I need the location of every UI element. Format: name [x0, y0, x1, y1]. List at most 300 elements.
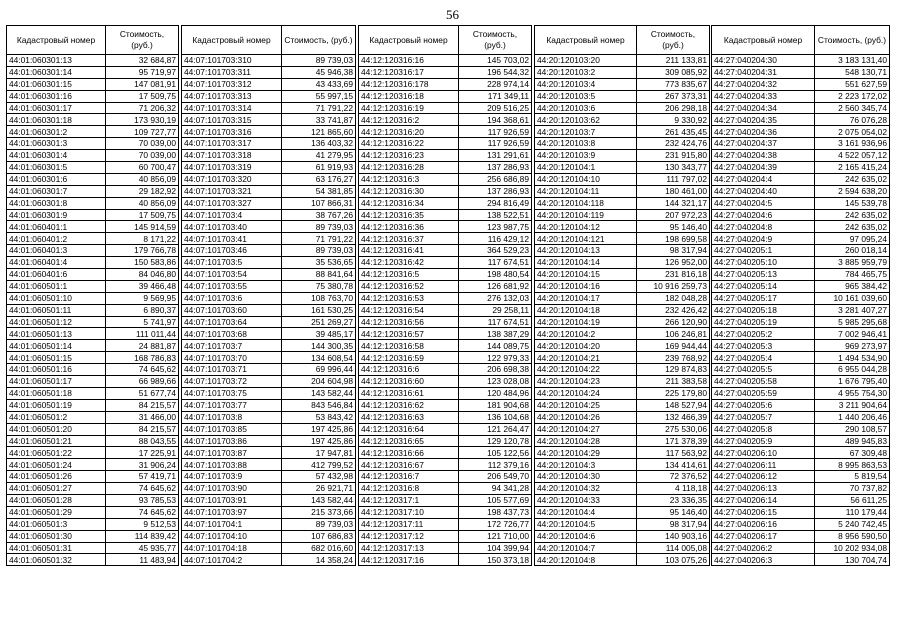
- cost-cell: 197 425,86: [282, 435, 356, 447]
- table-row: [535, 352, 710, 364]
- cost-cell: 209 516,25: [459, 102, 532, 114]
- table-row: [535, 150, 710, 162]
- cost-cell: 17 509,75: [106, 209, 179, 221]
- cadastral-number-cell: 44:12:120316:3: [359, 173, 459, 185]
- cadastral-number-cell: 44:01:060501:28: [7, 494, 106, 506]
- table-row: [7, 530, 179, 542]
- table-row: [359, 494, 532, 506]
- cadastral-number-cell: 44:27:040205:13: [712, 269, 815, 281]
- cadastral-number-cell: 44:12:120316:41: [359, 245, 459, 257]
- table-row: [712, 411, 890, 423]
- cost-cell: 242 635,02: [815, 209, 890, 221]
- cost-cell: 120 484,96: [459, 387, 532, 399]
- table-row: [7, 162, 179, 174]
- cost-cell: 126 681,92: [459, 280, 532, 292]
- cadastral-number-cell: 44:07:101703:91: [182, 494, 282, 506]
- cadastral-number-cell: 44:20:120104:14: [535, 257, 637, 269]
- cost-cell: 129 120,78: [459, 435, 532, 447]
- cost-cell: 169 944,44: [637, 340, 710, 352]
- cost-cell: 131 291,61: [459, 150, 532, 162]
- table-row: [712, 530, 890, 542]
- table-row: [712, 55, 890, 67]
- cadastral-number-cell: 44:27:040205:1: [712, 245, 815, 257]
- cadastral-number-cell: 44:01:060401:6: [7, 269, 106, 281]
- table-row: [712, 78, 890, 90]
- cost-cell: 145 703,02: [459, 55, 532, 67]
- table-row: [712, 328, 890, 340]
- cost-cell: 145 539,78: [815, 197, 890, 209]
- cadastral-number-cell: 44:12:120316:16: [359, 55, 459, 67]
- cost-cell: 117 674,51: [459, 257, 532, 269]
- cadastral-number-cell: 44:20:120104:28: [535, 435, 637, 447]
- cost-cell: 1 440 206,46: [815, 411, 890, 423]
- cadastral-number-cell: 44:20:120104:23: [535, 376, 637, 388]
- cost-cell: 290 108,57: [815, 423, 890, 435]
- table-row: [182, 518, 356, 530]
- table-row: [712, 376, 890, 388]
- cadastral-number-cell: 44:01:060301:8: [7, 197, 106, 209]
- table-row: [7, 292, 179, 304]
- table-row: [712, 150, 890, 162]
- table-row: [535, 221, 710, 233]
- cadastral-number-cell: 44:01:060301:14: [7, 66, 106, 78]
- table-row: [7, 280, 179, 292]
- cost-cell: 207 972,23: [637, 209, 710, 221]
- cost-cell: 136 403,32: [282, 138, 356, 150]
- table-row: [182, 197, 356, 209]
- table-row: [535, 245, 710, 257]
- cadastral-number-cell: 44:07:101703:86: [182, 435, 282, 447]
- cadastral-number-cell: 44:27:040204:35: [712, 114, 815, 126]
- cadastral-number-cell: 44:01:060501:26: [7, 471, 106, 483]
- cadastral-number-cell: 44:27:040205:18: [712, 304, 815, 316]
- cadastral-number-cell: 44:27:040204:38: [712, 150, 815, 162]
- table-row: [535, 494, 710, 506]
- table-row: [535, 530, 710, 542]
- cost-cell: 71 791,22: [282, 233, 356, 245]
- cost-cell: 198 699,58: [637, 233, 710, 245]
- cadastral-number-cell: 44:07:101703:40: [182, 221, 282, 233]
- cost-cell: 108 763,70: [282, 292, 356, 304]
- table-row: [712, 387, 890, 399]
- table-row: [712, 352, 890, 364]
- cost-cell: 144 089,75: [459, 340, 532, 352]
- cadastral-number-cell: 44:12:120316:67: [359, 459, 459, 471]
- table-row: [535, 376, 710, 388]
- cadastral-number-cell: 44:07:101703:41: [182, 233, 282, 245]
- table-row: [359, 506, 532, 518]
- cadastral-number-cell: 44:12:120316:35: [359, 209, 459, 221]
- cost-cell: 53 843,42: [282, 411, 356, 423]
- cadastral-number-cell: 44:12:120316:66: [359, 447, 459, 459]
- cost-cell: 182 048,28: [637, 292, 710, 304]
- cadastral-number-cell: 44:20:120104:1: [535, 162, 637, 174]
- cadastral-number-cell: 44:27:040206:13: [712, 483, 815, 495]
- table-row: [182, 435, 356, 447]
- table-row: [359, 471, 532, 483]
- cadastral-number-cell: 44:20:120104:30: [535, 471, 637, 483]
- cost-cell: 261 435,45: [637, 126, 710, 138]
- table-row: [535, 387, 710, 399]
- table-row: [7, 150, 179, 162]
- cadastral-number-cell: 44:01:060401:4: [7, 257, 106, 269]
- cost-cell: 114 839,42: [106, 530, 179, 542]
- cadastral-number-cell: 44:07:101703:75: [182, 387, 282, 399]
- cost-cell: 76 076,28: [815, 114, 890, 126]
- table-row: [359, 352, 532, 364]
- cost-cell: 71 791,22: [282, 102, 356, 114]
- table-row: [359, 530, 532, 542]
- cadastral-number-cell: 44:07:101703:70: [182, 352, 282, 364]
- cost-cell: 548 130,71: [815, 66, 890, 78]
- cadastral-number-cell: 44:20:120104:15: [535, 269, 637, 281]
- cost-cell: 150 583,86: [106, 257, 179, 269]
- header-cost: Стоимость, (руб.): [282, 26, 356, 55]
- cost-cell: 5 819,54: [815, 471, 890, 483]
- cost-cell: 71 206,32: [106, 102, 179, 114]
- table-row: [182, 138, 356, 150]
- table-row: [535, 506, 710, 518]
- cadastral-number-cell: 44:20:120104:17: [535, 292, 637, 304]
- table-row: [359, 459, 532, 471]
- header-cost: Стоимость, (руб.): [815, 26, 890, 55]
- table-row: [359, 221, 532, 233]
- table-row: [7, 126, 179, 138]
- table-row: [535, 340, 710, 352]
- cadastral-number-cell: 44:07:101703:4: [182, 209, 282, 221]
- table-row: [712, 90, 890, 102]
- cadastral-number-cell: 44:12:120316:19: [359, 102, 459, 114]
- cost-cell: 267 373,31: [637, 90, 710, 102]
- cadastral-number-cell: 44:27:040205:9: [712, 435, 815, 447]
- cadastral-number-cell: 44:20:120103:2: [535, 66, 637, 78]
- cost-cell: 84 215,57: [106, 423, 179, 435]
- cost-cell: 11 483,94: [106, 554, 179, 566]
- cadastral-number-cell: 44:07:101703:320: [182, 173, 282, 185]
- table-row: [712, 554, 890, 566]
- table-row: [712, 316, 890, 328]
- cadastral-number-cell: 44:01:060301:16: [7, 90, 106, 102]
- cost-cell: 116 429,12: [459, 233, 532, 245]
- cadastral-table-2: [181, 25, 356, 566]
- table-row: [535, 328, 710, 340]
- cost-cell: 843 546,84: [282, 399, 356, 411]
- table-row: [712, 185, 890, 197]
- cadastral-number-cell: 44:27:040206:10: [712, 447, 815, 459]
- cadastral-number-cell: 44:01:060501:17: [7, 376, 106, 388]
- cost-cell: 143 582,44: [282, 387, 356, 399]
- cadastral-number-cell: 44:12:120316:18: [359, 90, 459, 102]
- table-row: [359, 55, 532, 67]
- cost-cell: 33 741,87: [282, 114, 356, 126]
- cost-cell: 38 767,26: [282, 209, 356, 221]
- cadastral-number-cell: 44:01:060501:2: [7, 411, 106, 423]
- cadastral-number-cell: 44:12:120316:56: [359, 316, 459, 328]
- table-row: [535, 542, 710, 554]
- cadastral-number-cell: 44:27:040205:19: [712, 316, 815, 328]
- cadastral-number-cell: 44:12:120316:7: [359, 471, 459, 483]
- cadastral-number-cell: 44:01:060501:12: [7, 316, 106, 328]
- table-row: [7, 221, 179, 233]
- cadastral-number-cell: 44:27:040205:17: [712, 292, 815, 304]
- table-row: [182, 209, 356, 221]
- cost-cell: 29 182,92: [106, 185, 179, 197]
- cost-cell: 111 011,44: [106, 328, 179, 340]
- cost-cell: 275 530,06: [637, 423, 710, 435]
- table-row: [535, 554, 710, 566]
- table-header-row: [712, 26, 890, 55]
- cost-cell: 211 133,81: [637, 55, 710, 67]
- cadastral-number-cell: 44:07:101703:55: [182, 280, 282, 292]
- table-row: [712, 269, 890, 281]
- table-row: [712, 340, 890, 352]
- table-row: [182, 376, 356, 388]
- table-row: [182, 411, 356, 423]
- cadastral-number-cell: 44:20:120104:16: [535, 280, 637, 292]
- cost-cell: 232 426,42: [637, 304, 710, 316]
- cost-cell: 206 298,18: [637, 102, 710, 114]
- cost-cell: 3 183 131,40: [815, 55, 890, 67]
- table-row: [359, 197, 532, 209]
- cadastral-number-cell: 44:20:120104:6: [535, 530, 637, 542]
- cost-cell: 294 816,49: [459, 197, 532, 209]
- table-row: [7, 55, 179, 67]
- table-row: [359, 328, 532, 340]
- cost-cell: 204 604,98: [282, 376, 356, 388]
- cadastral-number-cell: 44:12:120316:63: [359, 411, 459, 423]
- cost-cell: 1 676 795,40: [815, 376, 890, 388]
- table-row: [182, 221, 356, 233]
- cost-cell: 123 987,75: [459, 221, 532, 233]
- table-row: [7, 399, 179, 411]
- cadastral-number-cell: 44:01:060301:17: [7, 102, 106, 114]
- cadastral-table-1: [6, 25, 179, 566]
- cadastral-number-cell: 44:12:120316:61: [359, 387, 459, 399]
- cadastral-number-cell: 44:27:040204:31: [712, 66, 815, 78]
- cost-cell: 5 240 742,45: [815, 518, 890, 530]
- table-row: [7, 328, 179, 340]
- cadastral-number-cell: 44:12:120316:34: [359, 197, 459, 209]
- table-row: [7, 352, 179, 364]
- table-row: [182, 78, 356, 90]
- table-row: [712, 245, 890, 257]
- table-row: [182, 280, 356, 292]
- cadastral-number-cell: 44:12:120316:53: [359, 292, 459, 304]
- cadastral-number-cell: 44:12:120316:20: [359, 126, 459, 138]
- table-row: [182, 233, 356, 245]
- cost-cell: 242 635,02: [815, 221, 890, 233]
- cost-cell: 121 264,47: [459, 423, 532, 435]
- cost-cell: 17 225,91: [106, 447, 179, 459]
- table-row: [535, 518, 710, 530]
- table-row: [182, 114, 356, 126]
- cost-cell: 88 043,55: [106, 435, 179, 447]
- cost-cell: 105 577,69: [459, 494, 532, 506]
- table-row: [182, 55, 356, 67]
- table-row: [712, 162, 890, 174]
- cadastral-number-cell: 44:27:040205:14: [712, 280, 815, 292]
- table-row: [7, 257, 179, 269]
- cadastral-number-cell: 44:07:101704:2: [182, 554, 282, 566]
- table-row: [7, 364, 179, 376]
- table-row: [7, 233, 179, 245]
- cadastral-number-cell: 44:01:060301:7: [7, 185, 106, 197]
- table-row: [359, 542, 532, 554]
- table-row: [7, 423, 179, 435]
- table-header-row: [535, 26, 710, 55]
- cadastral-number-cell: 44:27:040204:39: [712, 162, 815, 174]
- cost-cell: 3 211 904,64: [815, 399, 890, 411]
- table-header-row: [359, 26, 532, 55]
- cost-cell: 4 118,18: [637, 483, 710, 495]
- cost-cell: 147 081,91: [106, 78, 179, 90]
- cadastral-number-cell: 44:12:120316:30: [359, 185, 459, 197]
- cadastral-number-cell: 44:12:120316:17: [359, 66, 459, 78]
- cadastral-number-cell: 44:12:120316:57: [359, 328, 459, 340]
- cost-cell: 197 425,86: [282, 423, 356, 435]
- cadastral-table-4: [534, 25, 710, 566]
- cadastral-number-cell: 44:20:120104:10: [535, 173, 637, 185]
- header-cost: Стоимость, (руб.): [637, 26, 710, 55]
- cadastral-number-cell: 44:12:120317:12: [359, 530, 459, 542]
- header-cadastral-number: Кадастровый номер: [712, 26, 815, 55]
- table-row: [359, 423, 532, 435]
- cadastral-number-cell: 44:27:040206:2: [712, 542, 815, 554]
- cadastral-number-cell: 44:20:120104:27: [535, 423, 637, 435]
- cost-cell: 56 611,25: [815, 494, 890, 506]
- cadastral-number-cell: 44:07:101703:311: [182, 66, 282, 78]
- cadastral-number-cell: 44:01:060501:15: [7, 352, 106, 364]
- cost-cell: 10 161 039,60: [815, 292, 890, 304]
- cadastral-number-cell: 44:01:060501:24: [7, 459, 106, 471]
- cost-cell: 114 005,08: [637, 542, 710, 554]
- cadastral-table-5: [711, 25, 890, 566]
- table-row: [182, 173, 356, 185]
- table-row: [7, 209, 179, 221]
- cadastral-number-cell: 44:01:060501:27: [7, 483, 106, 495]
- cost-cell: 276 132,03: [459, 292, 532, 304]
- cadastral-number-cell: 44:07:101703:319: [182, 162, 282, 174]
- table-row: [7, 542, 179, 554]
- table-row: [535, 55, 710, 67]
- cadastral-number-cell: 44:12:120316:23: [359, 150, 459, 162]
- cost-cell: 144 300,35: [282, 340, 356, 352]
- table-row: [7, 435, 179, 447]
- cadastral-number-cell: 44:12:120316:5: [359, 269, 459, 281]
- cost-cell: 109 727,77: [106, 126, 179, 138]
- table-row: [359, 376, 532, 388]
- table-row: [359, 150, 532, 162]
- cost-cell: 39 466,48: [106, 280, 179, 292]
- cadastral-number-cell: 44:01:060501:21: [7, 435, 106, 447]
- cost-cell: 309 085,92: [637, 66, 710, 78]
- cadastral-number-cell: 44:27:040204:33: [712, 90, 815, 102]
- cost-cell: 31 466,00: [106, 411, 179, 423]
- cost-cell: 198 480,54: [459, 269, 532, 281]
- table-row: [535, 209, 710, 221]
- table-row: [535, 90, 710, 102]
- cadastral-number-cell: 44:27:040205:7: [712, 411, 815, 423]
- cost-cell: 95 146,40: [637, 506, 710, 518]
- table-row: [7, 90, 179, 102]
- cadastral-number-cell: 44:12:120316:59: [359, 352, 459, 364]
- cadastral-number-cell: 44:01:060501:31: [7, 542, 106, 554]
- table-row: [182, 90, 356, 102]
- cost-cell: 251 269,27: [282, 316, 356, 328]
- table-row: [535, 459, 710, 471]
- cadastral-number-cell: 44:20:120104:8: [535, 554, 637, 566]
- cost-cell: 70 039,00: [106, 138, 179, 150]
- table-row: [535, 292, 710, 304]
- cadastral-number-cell: 44:12:120317:16: [359, 554, 459, 566]
- cost-cell: 89 739,03: [282, 221, 356, 233]
- cadastral-number-cell: 44:20:120104:13: [535, 245, 637, 257]
- table-row: [712, 542, 890, 554]
- cost-cell: 242 635,02: [815, 173, 890, 185]
- table-row: [7, 185, 179, 197]
- cadastral-number-cell: 44:01:060501:29: [7, 506, 106, 518]
- table-row: [182, 316, 356, 328]
- cadastral-number-cell: 44:01:060501:13: [7, 328, 106, 340]
- cost-cell: 66 989,66: [106, 376, 179, 388]
- cadastral-number-cell: 44:27:040205:10: [712, 257, 815, 269]
- table-row: [182, 494, 356, 506]
- cost-cell: 70 039,00: [106, 150, 179, 162]
- cadastral-number-cell: 44:20:120104:2: [535, 328, 637, 340]
- table-row: [359, 316, 532, 328]
- table-row: [359, 90, 532, 102]
- table-row: [535, 483, 710, 495]
- cost-cell: 130 343,77: [637, 162, 710, 174]
- table-row: [712, 494, 890, 506]
- cadastral-number-cell: 44:20:120104:3: [535, 459, 637, 471]
- cost-cell: 682 016,60: [282, 542, 356, 554]
- cost-cell: 551 627,59: [815, 78, 890, 90]
- cadastral-number-cell: 44:07:101703:6: [182, 292, 282, 304]
- cost-cell: 129 874,83: [637, 364, 710, 376]
- cadastral-number-cell: 44:07:101703:77: [182, 399, 282, 411]
- table-row: [182, 162, 356, 174]
- cost-cell: 43 433,69: [282, 78, 356, 90]
- cost-cell: 107 866,31: [282, 197, 356, 209]
- table-row: [182, 292, 356, 304]
- cost-cell: 256 686,89: [459, 173, 532, 185]
- cadastral-number-cell: 44:27:040205:3: [712, 340, 815, 352]
- cadastral-number-cell: 44:01:060401:2: [7, 233, 106, 245]
- table-row: [7, 483, 179, 495]
- cost-cell: 40 856,09: [106, 197, 179, 209]
- cadastral-number-cell: 44:20:120104:119: [535, 209, 637, 221]
- table-row: [7, 447, 179, 459]
- cadastral-number-cell: 44:07:101704:1: [182, 518, 282, 530]
- cadastral-number-cell: 44:07:101704:10: [182, 530, 282, 542]
- cost-cell: 55 997,15: [282, 90, 356, 102]
- cost-cell: 26 921,71: [282, 483, 356, 495]
- cost-cell: 112 379,16: [459, 459, 532, 471]
- table-row: [712, 114, 890, 126]
- header-cost: Стоимость, (руб.): [459, 26, 532, 55]
- table-row: [182, 447, 356, 459]
- cost-cell: 3 281 407,27: [815, 304, 890, 316]
- cadastral-number-cell: 44:27:040204:6: [712, 209, 815, 221]
- cost-cell: 137 286,93: [459, 185, 532, 197]
- cadastral-number-cell: 44:27:040205:5: [712, 364, 815, 376]
- table-row: [7, 340, 179, 352]
- cost-cell: 29 258,11: [459, 304, 532, 316]
- table-row: [712, 173, 890, 185]
- table-row: [359, 102, 532, 114]
- cadastral-number-cell: 44:12:120316:65: [359, 435, 459, 447]
